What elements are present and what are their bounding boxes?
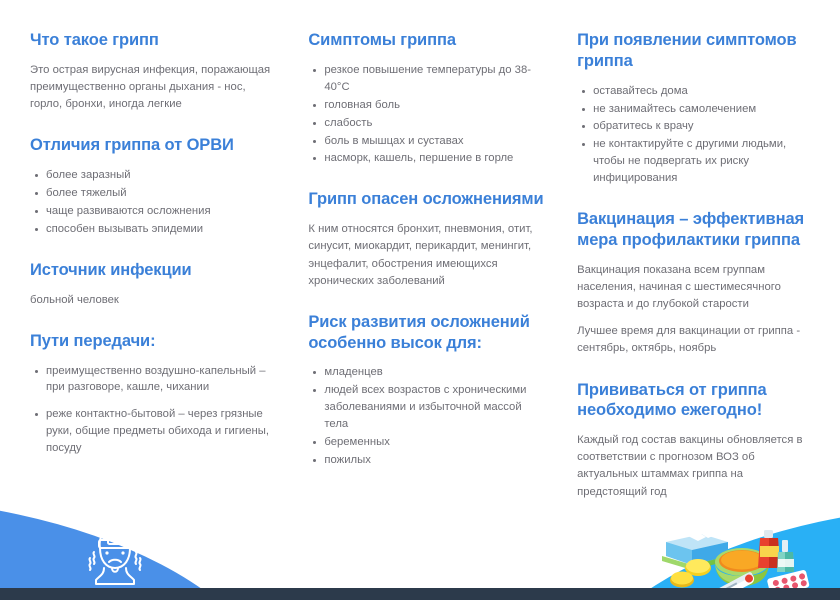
bullet-item: оставайтесь дома xyxy=(591,83,810,100)
bullet-list xyxy=(308,62,545,168)
bullet-item: младенцев xyxy=(322,364,545,381)
section-paragraph: Вакцинация показана всем группам населения, начиная с шестимесячного возраста и до глубокой старости xyxy=(577,263,781,311)
section-heading: Симптомы гриппа xyxy=(308,31,456,49)
bullet-item: чаще развиваются осложнения xyxy=(44,203,276,220)
section-heading: Риск развития осложнений особенно высок для: xyxy=(308,312,530,352)
bullet-list xyxy=(577,83,810,188)
section-риск-развития-осложнений-особенно-высок- xyxy=(308,312,545,469)
section-heading: Вакцинация – эффективная мера профилактики гриппа xyxy=(577,210,805,249)
section-источник-инфекции xyxy=(30,260,276,309)
section-пути-передачи xyxy=(30,331,276,457)
section-heading: Грипп опасен осложнениями xyxy=(308,190,544,209)
bullet-item: резкое повышение температуры до 38-40°С xyxy=(322,62,545,96)
bullet-item: способен вызывать эпидемии xyxy=(44,221,276,238)
section-paragraph: Лучшее время для вакцинации от гриппа - сентябрь, октябрь, ноябрь xyxy=(577,325,801,355)
section-прививаться-от-гриппа-необходимо-ежегодн xyxy=(577,380,810,501)
bottom-bar xyxy=(0,588,840,600)
section-paragraph: К ним относятся бронхит, пневмония, отит, синусит, миокардит, перикардит, менингит, энцефалит, обострения имеющихся хронических заболеваний xyxy=(308,223,533,287)
bullet-list xyxy=(30,167,276,238)
bullet-item: обратитесь к врачу xyxy=(591,118,810,135)
section-paragraph: Каждый год состав вакцины обновляется в соответствии с прогнозом ВОЗ об актуальных штаммах гриппа на предстоящий год xyxy=(577,434,803,498)
column-3 xyxy=(561,30,826,510)
section-paragraph: больной человек xyxy=(30,293,119,306)
bullet-item: беременных xyxy=(322,434,545,451)
section-heading: Что такое грипп xyxy=(30,31,159,49)
section-heading: Пути передачи: xyxy=(30,331,156,350)
bullet-list xyxy=(30,363,276,458)
bullet-item: людей всех возрастов с хроническими заболеваниями и избыточной массой тела xyxy=(322,382,545,433)
bullet-item: головная боль xyxy=(322,97,545,114)
bullet-item: пожилых xyxy=(322,452,545,469)
section-вакцинация-эффективная-мера-профилактики xyxy=(577,209,810,357)
column-1 xyxy=(14,30,292,510)
section-что-такое-грипп xyxy=(30,30,276,113)
bullet-item: реже контактно-бытовой – через грязные руки, общие предметы обихода и гигиены, посуду xyxy=(44,406,276,457)
section-heading: Прививаться от гриппа необходимо ежегодно! xyxy=(577,380,767,420)
section-симптомы-гриппа xyxy=(308,30,545,167)
bullet-item: не занимайтесь самолечением xyxy=(591,101,810,118)
cold-remedies-illustration xyxy=(648,512,818,596)
bullet-item: более заразный xyxy=(44,167,276,184)
section-paragraph: Это острая вирусная инфекция, поражающая преимущественно органы дыхания - нос, горло, бронхи, иногда легкие xyxy=(30,63,271,111)
column-2 xyxy=(292,30,561,510)
section-грипп-опасен-осложнениями xyxy=(308,189,545,289)
section-при-появлении-симптомов-гриппа xyxy=(577,30,810,187)
sick-person-with-fever-icon xyxy=(78,518,152,592)
section-heading: Отличия гриппа от ОРВИ xyxy=(30,136,234,155)
section-heading: Источник инфекции xyxy=(30,260,192,279)
bullet-item: не контактируйте с другими людьми, чтобы не подвергать их риску инфицирования xyxy=(591,136,810,187)
bullet-list xyxy=(308,364,545,469)
bullet-item: насморк, кашель, першение в горле xyxy=(322,150,545,167)
bullet-item: слабость xyxy=(322,115,545,132)
section-heading: При появлении симптомов гриппа xyxy=(577,31,797,70)
section-отличия-гриппа-от-орви xyxy=(30,135,276,238)
bullet-item: преимущественно воздушно-капельный – при разговоре, кашле, чихании xyxy=(44,363,276,397)
bullet-item: боль в мышцах и суставах xyxy=(322,133,545,150)
bullet-item: более тяжелый xyxy=(44,185,276,202)
